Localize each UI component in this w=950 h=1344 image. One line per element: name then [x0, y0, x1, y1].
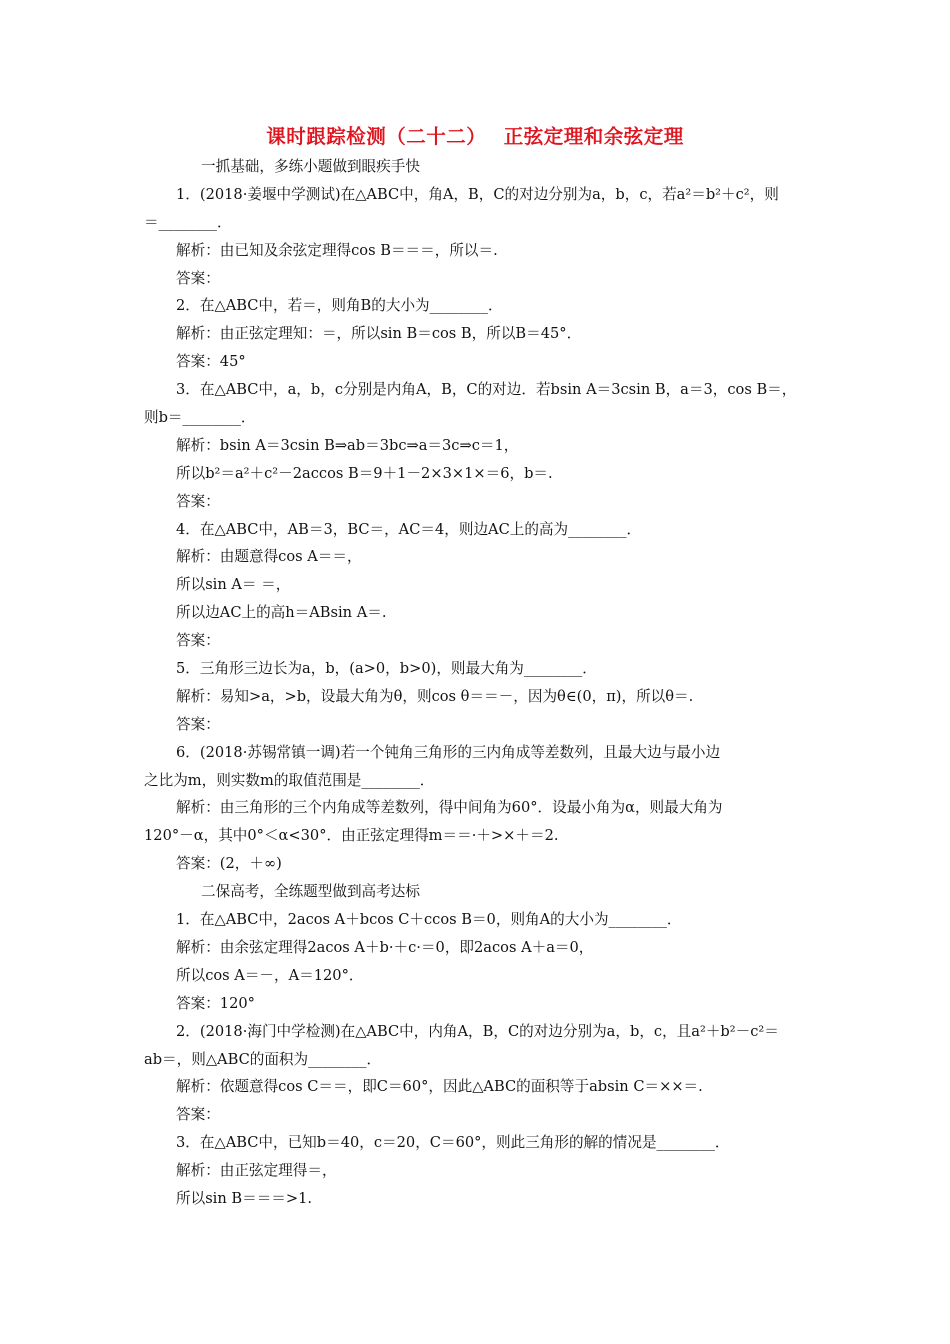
text-line: 解析：由三角形的三个内角成等差数列，得中间角为60°．设最小角为α，则最大角为 — [176, 799, 723, 817]
text-line: 答案： — [176, 1106, 220, 1124]
text-line: 所以cos A＝－，A＝120°． — [176, 966, 364, 984]
text-line: 3．在△ABC中，已知b＝40，c＝20，C＝60°，则此三角形的解的情况是________． — [176, 1134, 730, 1152]
text-line: 解析：依题意得cos C＝＝，即C＝60°，因此△ABC的面积等于absin C＝××＝. — [176, 1078, 703, 1096]
text-line: 2．在△ABC中，若＝，则角B的大小为________． — [176, 297, 503, 315]
text-line: 解析：bsin A＝3csin B⇒ab＝3bc⇒a＝3c⇒c＝1， — [176, 436, 519, 454]
text-line: 答案：45° — [176, 353, 246, 371]
text-line: 答案：(2，＋∞) — [176, 855, 282, 873]
text-line: ＝________． — [144, 213, 232, 231]
text-line: 二保高考，全练题型做到高考达标 — [201, 883, 420, 901]
text-line: 解析：由正弦定理得＝， — [176, 1162, 337, 1180]
text-line: 4．在△ABC中，AB＝3，BC＝，AC＝4，则边AC上的高为________． — [176, 520, 642, 538]
text-line: 解析：易知>a，>b，设最大角为θ，则cos θ＝＝－，因为θ∈(0，π)，所以θ＝. — [176, 687, 694, 705]
text-line: ab＝，则△ABC的面积为________． — [144, 1050, 382, 1068]
text-line: 所以sin A＝ ＝， — [176, 576, 291, 594]
text-line: 解析：由题意得cos A＝＝， — [176, 548, 362, 566]
page-title: 课时跟踪检测（二十二） 正弦定理和余弦定理 — [266, 125, 684, 148]
document-body — [144, 153, 812, 1213]
text-line: 答案： — [176, 492, 220, 510]
text-line: 一抓基础，多练小题做到眼疾手快 — [201, 158, 420, 175]
text-line: 6．(2018·苏锡常镇一调)若一个钝角三角形的三内角成等差数列，且最大边与最小边 — [176, 743, 721, 761]
text-line: 所以sin B＝＝＝>1. — [176, 1189, 313, 1207]
text-line: 解析：由正弦定理知：＝，所以sin B＝cos B，所以B＝45°． — [176, 325, 582, 343]
text-line: 120°－α，其中0°＜α<30°．由正弦定理得m＝＝·＋>×＋＝2. — [144, 827, 559, 845]
text-line: 5．三角形三边长为a，b，(a>0，b>0)，则最大角为________． — [176, 660, 597, 678]
text-line: 所以b²＝a²＋c²－2accos B＝9＋1－2×3×1×＝6，b＝. — [176, 464, 553, 482]
text-line: 解析：由已知及余弦定理得cos B＝＝＝，所以＝. — [176, 241, 498, 259]
text-line: 则b＝________． — [144, 409, 256, 427]
text-line: 答案：120° — [176, 994, 255, 1012]
text-line: 1．在△ABC中，2acos A＋bcos C＋ccos B＝0，则角A的大小为________． — [176, 911, 682, 929]
text-line: 答案： — [176, 715, 220, 733]
text-line: 之比为m，则实数m的取值范围是________． — [144, 771, 435, 789]
text-line: 1．(2018·姜堰中学测试)在△ABC中，角A，B，C的对边分别为a，b，c，若a²＝b²＋c²，则 — [176, 185, 779, 203]
text-line: 2．(2018·海门中学检测)在△ABC中，内角A，B，C的对边分别为a，b，c，且a²＋b²－c²＝ — [176, 1022, 779, 1040]
text-line: 解析：由余弦定理得2acos A＋b·＋c·＝0，即2acos A＋a＝0， — [176, 938, 594, 956]
text-line: 答案： — [176, 269, 220, 287]
text-line: 3．在△ABC中，a，b，c分别是内角A，B，C的对边．若bsin A＝3csin B，a＝3，cos B＝， — [176, 381, 797, 399]
text-line: 答案： — [176, 632, 220, 650]
text-line: 所以边AC上的高h＝ABsin A＝. — [176, 604, 387, 622]
